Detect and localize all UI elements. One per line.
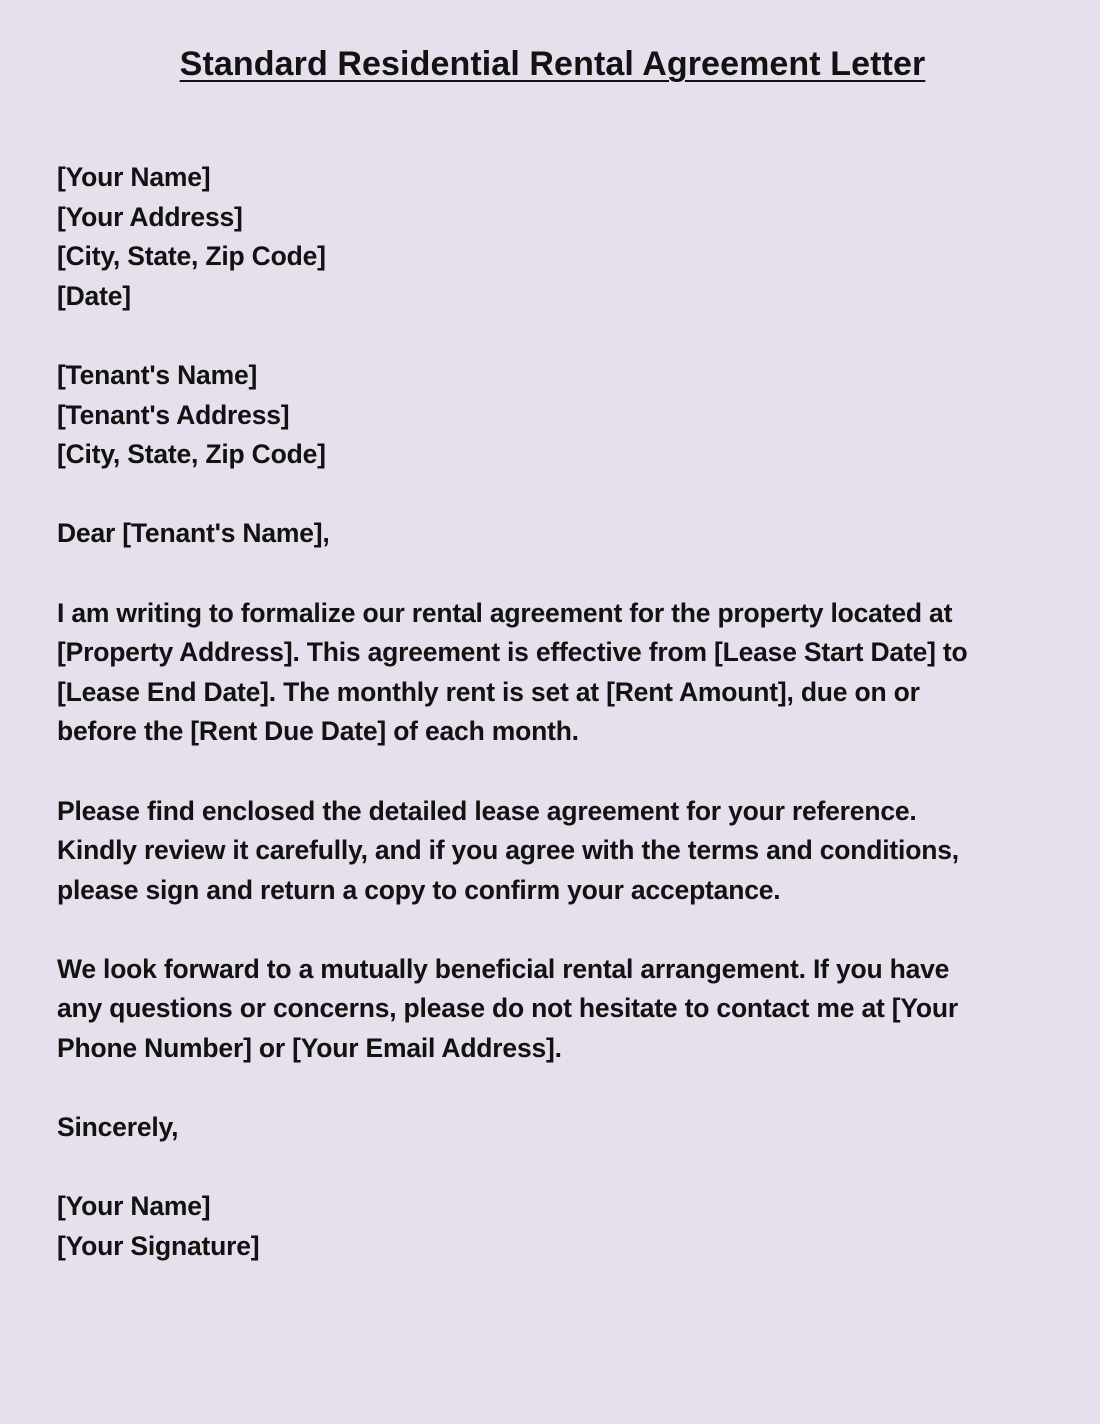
spacer	[57, 316, 1048, 356]
signature-line: [Your Signature]	[57, 1231, 260, 1262]
paragraph-line: I am writing to formalize our rental agreement for the property located at	[57, 597, 953, 628]
letter-body	[57, 158, 1048, 1267]
recipient-address: [Tenant's Address]	[57, 399, 290, 430]
paragraph-line: [Lease End Date]. The monthly rent is set at [Rent Amount], due on or	[57, 676, 920, 707]
paragraph-line: We look forward to a mutually beneficial rental arrangement. If you have	[57, 953, 950, 984]
paragraph-enclosure	[57, 792, 1048, 911]
paragraph-line: Phone Number] or [Your Email Address].	[57, 1033, 562, 1064]
recipient-name: [Tenant's Name]	[57, 359, 258, 390]
paragraph-line: please sign and return a copy to confirm your acceptance.	[57, 874, 781, 905]
sender-block	[57, 158, 1048, 316]
spacer	[57, 475, 1048, 515]
spacer	[57, 1069, 1048, 1109]
sender-date: [Date]	[57, 280, 131, 311]
paragraph-line: before the [Rent Due Date] of each month.	[57, 716, 579, 747]
sender-address: [Your Address]	[57, 201, 243, 232]
sender-name: [Your Name]	[57, 162, 211, 192]
letter-title-text: Standard Residential Rental Agreement Letter	[179, 45, 926, 83]
recipient-city-state-zip: [City, State, Zip Code]	[57, 439, 326, 470]
spacer	[57, 910, 1048, 950]
closing: Sincerely,	[57, 1112, 179, 1143]
paragraph-line: [Property Address]. This agreement is effective from [Lease Start Date] to	[57, 637, 968, 668]
spacer	[57, 1148, 1048, 1188]
paragraph-line: any questions or concerns, please do not hesitate to contact me at [Your	[57, 993, 959, 1024]
paragraph-agreement	[57, 594, 1048, 752]
spacer	[57, 554, 1048, 594]
recipient-block	[57, 356, 1048, 475]
sender-city-state-zip: [City, State, Zip Code]	[57, 241, 326, 272]
letter-title	[57, 42, 1048, 86]
paragraph-line: Please find enclosed the detailed lease agreement for your reference.	[57, 795, 917, 826]
spacer	[57, 752, 1048, 792]
paragraph-line: Kindly review it carefully, and if you agree with the terms and conditions,	[57, 835, 959, 866]
signature-name: [Your Name]	[57, 1191, 211, 1222]
paragraph-contact	[57, 950, 1048, 1069]
signature-block	[57, 1187, 1048, 1266]
salutation: Dear [Tenant's Name],	[57, 518, 330, 549]
